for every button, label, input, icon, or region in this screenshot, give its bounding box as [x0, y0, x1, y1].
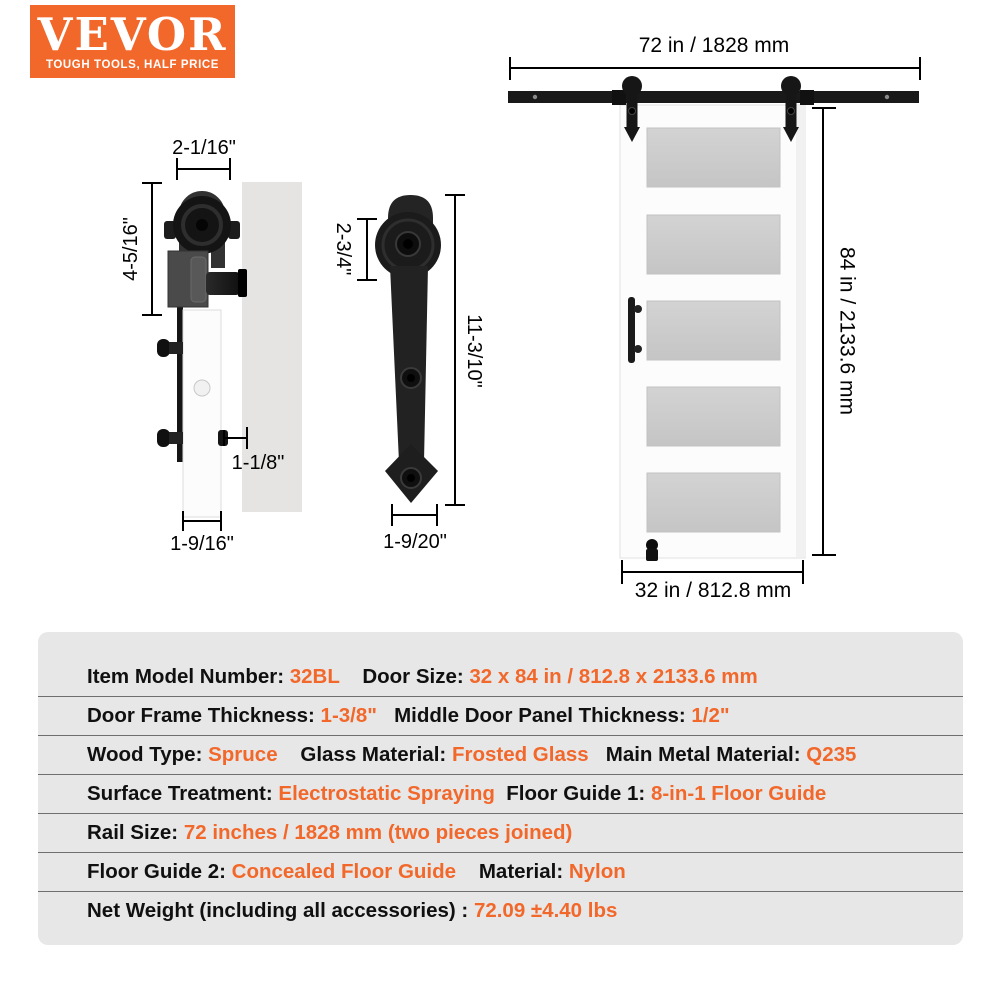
dim-door-width	[622, 560, 803, 602]
spec-label: Floor Guide 1:	[506, 782, 651, 805]
spec-label: Item Model Number:	[87, 665, 290, 688]
spec-label: Floor Guide 2:	[87, 860, 232, 883]
spec-label	[340, 665, 363, 688]
dim-hanger-tip-width-label: 1-9/20"	[383, 531, 447, 553]
bolt-left-bottom	[157, 429, 170, 447]
door-strip-hole	[194, 380, 210, 396]
spec-label	[589, 743, 606, 766]
spec-label: Material:	[478, 860, 569, 883]
spec-table	[38, 632, 963, 945]
rail-hanger-right-bolt	[788, 108, 795, 115]
dim-roller-base-width	[170, 511, 234, 555]
rail-clamp-left	[612, 90, 626, 105]
spec-label: Net Weight (including all accessories) :	[87, 899, 474, 922]
spec-table-rows	[38, 658, 963, 930]
spec-label: Door Size:	[362, 665, 470, 688]
door-handle-post-bottom	[634, 345, 642, 353]
spec-value: 72 inches / 1828 mm (two pieces joined)	[183, 821, 573, 844]
dim-hanger-tip-width	[383, 504, 447, 553]
spec-label: Glass Material:	[300, 743, 452, 766]
door-rail-illustration	[508, 34, 920, 602]
door-edge-shade	[796, 106, 805, 557]
spec-value: Spruce	[208, 743, 278, 766]
floor-guide-body	[646, 549, 658, 561]
spec-label: Wood Type:	[87, 743, 209, 766]
spec-label: Surface Treatment:	[87, 782, 279, 805]
door-handle-post-top	[634, 305, 642, 313]
rail-clamp-right	[800, 90, 814, 105]
rail-screw-left	[533, 95, 537, 99]
spec-label: Middle Door Panel Thickness:	[394, 704, 692, 727]
spec-label	[278, 743, 301, 766]
spec-value: Electrostatic Spraying	[278, 782, 495, 805]
spec-value: 72.09 ±4.40 lbs	[473, 899, 618, 922]
glass-panel-4	[647, 387, 780, 446]
bolt-left-top-shank	[169, 342, 183, 354]
dim-hanger-wheel	[332, 219, 377, 280]
spec-row	[38, 735, 963, 774]
rail-hanger-right-head	[781, 76, 801, 96]
spec-label: Main Metal Material:	[605, 743, 807, 766]
axle-cylinder-cap	[238, 269, 247, 297]
dim-door-height	[812, 108, 859, 555]
dim-hanger-length-label: 11-3/10"	[463, 314, 485, 388]
spec-value: 1/2"	[691, 704, 730, 727]
glass-panel-5	[647, 473, 780, 532]
rail-screw-right	[885, 95, 889, 99]
brand-tagline: TOUGH TOOLS, HALF PRICE	[45, 58, 220, 71]
brand-name: VEVOR	[37, 7, 228, 61]
spec-value: 1-3/8"	[320, 704, 377, 727]
spec-value: Nylon	[568, 860, 626, 883]
dim-roller-top-width	[172, 137, 236, 180]
rail-hanger-left-head	[622, 76, 642, 96]
dim-door-height-label: 84 in / 2133.6 mm	[835, 246, 859, 416]
spec-row	[38, 696, 963, 735]
spec-value: Q235	[806, 743, 857, 766]
hanger-bolt-top-center	[403, 239, 413, 249]
hanger-bolt-middle-center	[407, 374, 415, 382]
spec-value: 32BL	[289, 665, 340, 688]
dim-hanger-wheel-label: 2-3/4"	[332, 222, 354, 276]
hanger-bolt-bottom-center	[407, 474, 415, 482]
spec-label: Rail Size:	[87, 821, 184, 844]
spec-value: 8-in-1 Floor Guide	[650, 782, 827, 805]
spec-label	[456, 860, 479, 883]
dim-roller-height-label: 4-5/16"	[120, 217, 142, 281]
spec-value: Concealed Floor Guide	[231, 860, 457, 883]
axle-cylinder	[206, 272, 240, 295]
glass-panel-2	[647, 215, 780, 274]
dim-rail-length-label: 72 in / 1828 mm	[638, 34, 790, 57]
glass-panel-3	[647, 301, 780, 360]
floor-guide	[646, 539, 658, 561]
spec-label	[377, 704, 394, 727]
bolt-left-bottom-shank	[169, 432, 183, 444]
spec-row	[38, 891, 963, 930]
bolt-left-top	[157, 339, 170, 357]
spec-value: 32 x 84 in / 812.8 x 2133.6 mm	[469, 665, 758, 688]
glass-panel-1	[647, 128, 780, 187]
bracket-plate-detail	[191, 257, 206, 302]
dim-roller-top-width-label: 2-1/16"	[172, 137, 236, 159]
spec-row	[38, 658, 963, 696]
spec-label	[495, 782, 506, 805]
dim-door-width-label: 32 in / 812.8 mm	[634, 579, 792, 602]
spec-label: Door Frame Thickness:	[87, 704, 321, 727]
rail-hanger-left-bolt	[629, 108, 636, 115]
hanger-front-view-illustration	[332, 195, 485, 553]
spec-row	[38, 852, 963, 891]
dim-hanger-length	[445, 195, 485, 505]
door-handle	[628, 297, 635, 363]
roller-wheel-hub	[196, 219, 208, 231]
sliding-rail	[508, 91, 919, 103]
hanger-arm	[390, 266, 428, 462]
dim-roller-height	[120, 183, 162, 315]
door-strip	[183, 310, 221, 517]
dim-rail-length	[510, 34, 920, 80]
spec-row	[38, 774, 963, 813]
dim-roller-base-width-label: 1-9/16"	[170, 533, 234, 555]
roller-side-view-illustration	[120, 137, 302, 555]
spec-row	[38, 813, 963, 852]
dim-roller-bolt-offset-label: 1-1/8"	[231, 452, 285, 474]
spec-value: Frosted Glass	[451, 743, 589, 766]
